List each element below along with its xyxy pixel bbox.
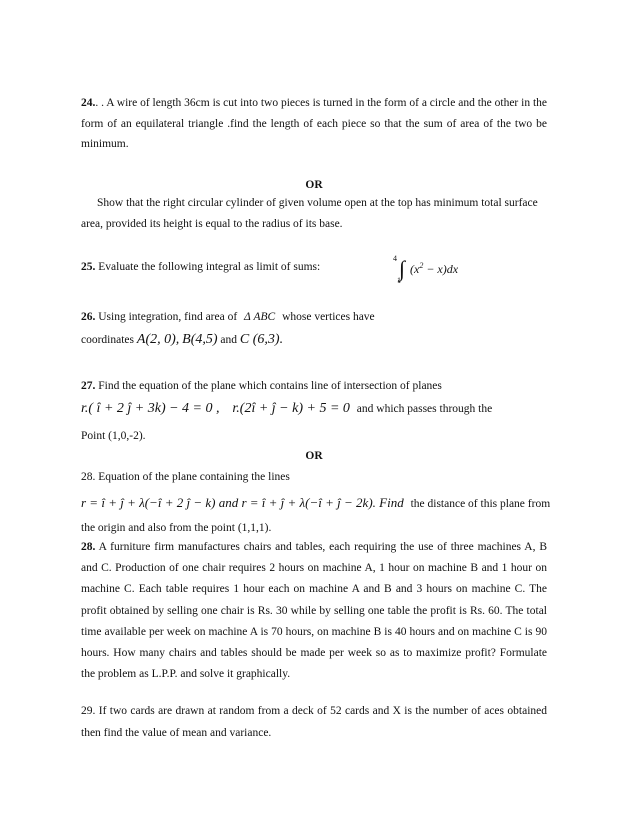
question-29 — [81, 700, 547, 744]
integral-lower-limit: 1 — [397, 276, 401, 285]
question-26 — [81, 307, 547, 328]
vertex-a: A(2, 0), — [136, 332, 180, 347]
question-text: coordinates — [81, 334, 135, 346]
question-26-coordinates — [81, 330, 547, 351]
question-number: 28. — [81, 471, 96, 483]
question-text: and — [220, 334, 238, 346]
question-number: 27. — [81, 380, 96, 392]
integral-expression — [393, 256, 503, 286]
integral-upper-limit: 4 — [393, 254, 397, 263]
question-text: and which passes through the — [356, 403, 493, 415]
question-28-distance: the origin and also from the point (1,1,1). — [81, 522, 272, 534]
integrand — [410, 261, 458, 277]
question-24-alternative: Show that the right circular cylinder of given volume open at the top has minimum total surface area, provided its height is equal to the radius of its base. — [81, 197, 538, 230]
question-number: 26. — [81, 311, 96, 323]
question-27-point: Point (1,0,-2). — [81, 430, 146, 442]
question-text: A furniture firm manufactures chairs and tables, each requiring the use of three machines A, B and C. Production of one chair requires 2 hours on machine A, 1 hour on machine B and 1 hour on machine C. Each table requires 1 hour each on machine A and B and 3 hours on machine C. The profit obtained by selling one chair is Rs. 30 while by selling one table the profit is Rs. 60. The total time available per week on machine A is 70 hours, on machine B is 40 hours and on machine C is 90 hours. How many chairs and tables should be made per week so as to maximize profit? Formulate the problem as L.P.P. and solve it graphically. — [81, 541, 547, 681]
question-text: If two cards are drawn at random from a deck of 52 cards and X is the number of aces obtained then find the value of mean and variance. — [81, 705, 547, 739]
question-number: 29. — [81, 705, 96, 717]
line-equations: r = î + ĵ + λ(−î + 2 ĵ − k) and r = î + ĵ + λ(−î + ĵ − 2k). Find — [81, 495, 404, 510]
plane-equation-1: r.( î + 2 ĵ + 3k) − 4 = 0 , — [81, 401, 220, 416]
question-text: . . A wire of length 36cm is cut into two pieces is turned in the form of a circle and the other in the form of an equilateral triangle .find the length of each piece so that the sum of area of the two be minimum. — [81, 97, 547, 150]
integrand-part: (x — [410, 262, 420, 276]
triangle-name: Δ ABC — [244, 311, 276, 323]
question-text: Using integration, find area of — [98, 311, 238, 323]
question-number: 28. — [81, 541, 96, 553]
question-27 — [81, 376, 547, 397]
integrand-part: − x)dx — [423, 262, 459, 276]
question-text: the distance of this plane from — [410, 498, 551, 510]
vertex-b: B(4,5) — [182, 332, 218, 347]
question-number: 25. — [81, 261, 96, 273]
or-separator: OR — [305, 179, 323, 191]
or-separator: OR — [305, 450, 323, 462]
plane-equation-2: r.(2î + ĵ − k) + 5 = 0 — [232, 401, 350, 416]
question-28-lines — [81, 467, 547, 488]
question-text: Find the equation of the plane which contains line of intersection of planes — [98, 380, 442, 392]
question-number: 24. — [81, 97, 96, 109]
question-24 — [81, 93, 547, 155]
integrand-power: 2 — [419, 261, 424, 270]
question-text: whose vertices have — [282, 311, 375, 323]
question-text: Equation of the plane containing the lines — [98, 471, 290, 483]
question-text: Evaluate the following integral as limit of sums: — [98, 261, 321, 273]
integral-sign-icon: ∫ — [399, 256, 406, 281]
vertex-c: C (6,3). — [239, 332, 284, 347]
question-28-line-equations — [81, 493, 551, 515]
question-27-planes — [81, 399, 547, 420]
question-28-lpp — [81, 537, 547, 685]
